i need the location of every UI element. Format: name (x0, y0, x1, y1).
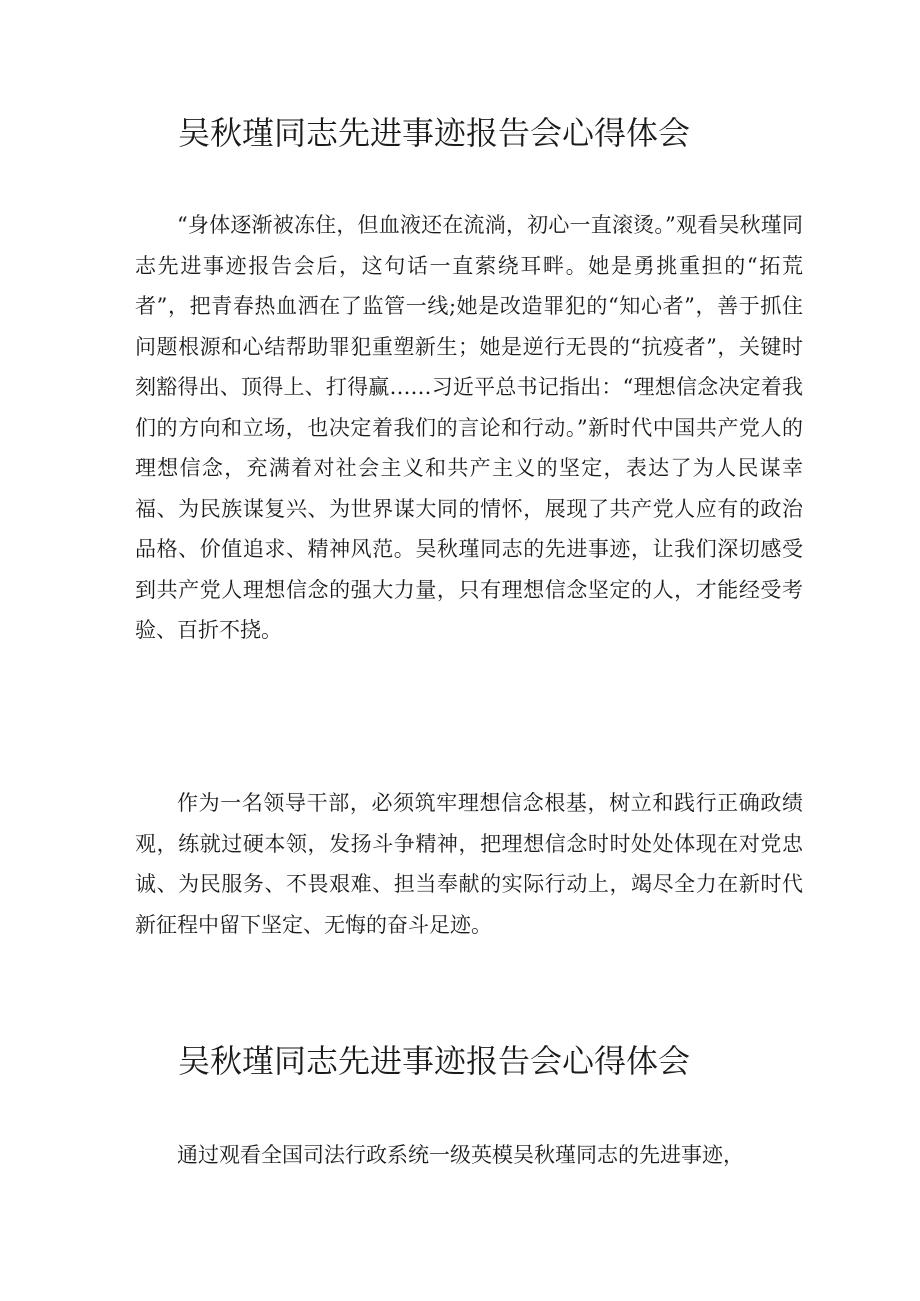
section-1-title: 吴秋瑾同志先进事迹报告会心得体会 (178, 114, 691, 152)
section-2-title: 吴秋瑾同志先进事迹报告会心得体会 (178, 1042, 691, 1080)
section-1-paragraph-1: “身体逐渐被冻住，但血液还在流淌，初心一直滚烫。”观看吴秋瑾同志先进事迹报告会后，这句话一直萦绕耳畔。她是勇挑重担的“拓荒者”，把青春热血洒在了监管一线;她是改造罪犯的“知心者”，善于抓住问题根源和心结帮助罪犯重塑新生；她是逆行无畏的“抗疫者”，关键时刻豁得出、顶得上、打得赢……习近平总书记指出：“理想信念决定着我们的方向和立场，也决定着我们的言论和行动。”新时代中国共产党人的理想信念，充满着对社会主义和共产主义的坚定，表达了为人民谋幸福、为民族谋复兴、为世界谋大同的情怀，展现了共产党人应有的政治品格、价值追求、精神风范。吴秋瑾同志的先进事迹，让我们深切感受到共产党人理想信念的强大力量，只有理想信念坚定的人，才能经受考验、百折不挠。 (135, 213, 803, 642)
section-1-paragraph-2: 作为一名领导干部，必须筑牢理想信念根基，树立和践行正确政绩观，练就过硬本领，发扬斗争精神，把理想信念时时处处体现在对党忠诚、为民服务、不畏艰难、担当奉献的实际行动上，竭尽全力在新时代新征程中留下坚定、无悔的奋斗足迹。 (135, 791, 803, 937)
section-2-paragraph-1: 通过观看全国司法行政系统一级英模吴秋瑾同志的先进事迹， (177, 1143, 744, 1167)
